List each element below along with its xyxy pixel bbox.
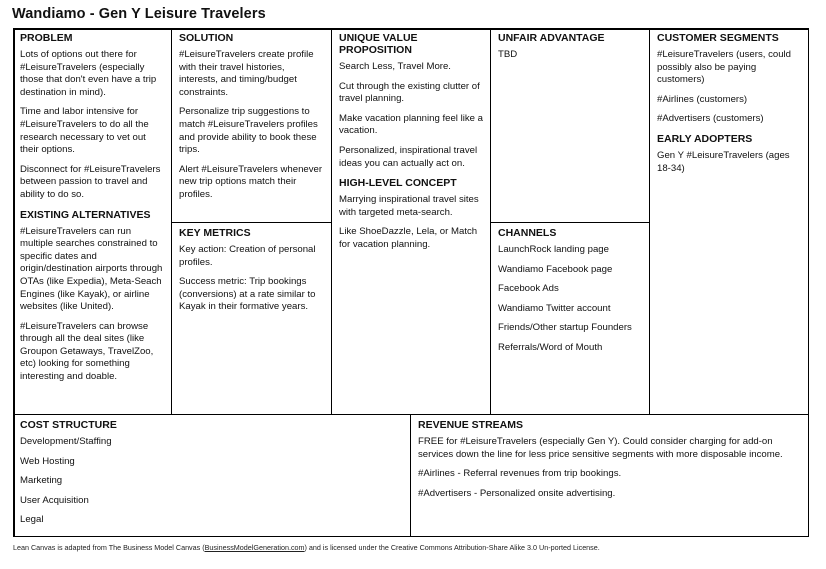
high-level-concept-item: Marrying inspirational travel sites with targeted meta-search. (339, 194, 479, 218)
solution-item: #LeisureTravelers create profile with their travel histories, interests, and timing/budget constraints. (179, 49, 314, 98)
uvp-item: Cut through the existing clutter of travel planning. (339, 80, 480, 105)
cost-structure-item: Marketing (20, 475, 63, 487)
existing-alternatives-item: #LeisureTravelers can browse through all the deal sites (like Groupon Getaways, TravelZoo, etc) looking for something interesting and doable. (20, 320, 154, 383)
channels-item: Wandiamo Facebook page (498, 263, 613, 275)
channels-heading: CHANNELS (498, 227, 557, 239)
footer-text-before: Lean Canvas is adapted from The Business Model Canvas ( (13, 543, 205, 552)
existing-alternatives-heading: EXISTING ALTERNATIVES (20, 208, 151, 221)
cost-structure-heading: COST STRUCTURE (20, 419, 117, 431)
cost-structure-item: Development/Staffing (20, 436, 112, 447)
uvp-heading: UNIQUE VALUE PROPOSITION (339, 32, 418, 56)
customer-segments-item: #LeisureTravelers (users, could possibly also be paying customers) (657, 49, 792, 86)
customer-segments-section (650, 28, 808, 414)
unfair-advantage-heading: UNFAIR ADVANTAGE (498, 32, 605, 44)
footer-text-after: ) and is licensed under the Creative Commons Attribution-Share Alike 3.0 Un-ported License. (304, 543, 600, 552)
uvp-item: Make vacation planning feel like a vacation. (339, 112, 483, 137)
customer-segments-heading: CUSTOMER SEGMENTS (657, 32, 779, 44)
channels-item: LaunchRock landing page (498, 244, 609, 255)
channels-section (491, 223, 649, 414)
revenue-streams-item: FREE for #LeisureTravelers (especially Gen Y). Could consider charging for add-on services down the line for less price sensitive segments with more disposable income. (418, 436, 783, 460)
problem-item: Disconnect for #LeisureTravelers between passion to travel and ability to do so. (20, 163, 161, 200)
early-adopters-heading: EARLY ADOPTERS (657, 132, 753, 145)
customer-segments-item: #Advertisers (customers) (657, 113, 764, 125)
lean-canvas-grid (13, 28, 809, 537)
business-model-generation-link[interactable]: BusinessModelGeneration.com (204, 543, 305, 552)
key-metrics-section (172, 223, 331, 414)
revenue-streams-item: #Airlines - Referral revenues from trip bookings. (418, 468, 622, 480)
channels-item: Friends/Other startup Founders (498, 322, 632, 334)
uvp-item: Search Less, Travel More. (339, 61, 451, 72)
solution-item: Alert #LeisureTravelers whenever new trip options match their profiles. (179, 163, 323, 200)
problem-heading: PROBLEM (20, 32, 73, 44)
high-level-concept-heading: HIGH-LEVEL CONCEPT (339, 177, 457, 190)
problem-item: Time and labor intensive for #LeisureTravelers to do all the research necessary to vet out their options. (20, 106, 149, 156)
revenue-streams-heading: REVENUE STREAMS (418, 419, 524, 431)
customer-segments-item: #Airlines (customers) (657, 93, 748, 105)
uvp-item: Personalized, inspirational travel ideas you can actually act on. (339, 144, 478, 169)
existing-alternatives-item: #LeisureTravelers can run multiple searches constrained to specific dates and origin/destination airports through OTAs (like Expedia), Meta-Seach Engines (like Kayak), or airline websites (like United). (20, 225, 163, 313)
channels-item: Referrals/Word of Mouth (498, 341, 603, 353)
problem-item: Lots of options out there for #LeisureTravelers (especially those that don't even have a trip destination in mind). (20, 49, 157, 98)
cost-structure-item: Web Hosting (20, 455, 75, 467)
solution-heading: SOLUTION (179, 32, 234, 44)
uvp-section (332, 28, 490, 414)
key-metrics-item: Success metric: Trip bookings (conversions) at a rate similar to Kayak in their formative years. (179, 276, 316, 313)
license-footer (13, 543, 600, 552)
solution-item: Personalize trip suggestions to match #LeisureTravelers profiles and provide ability to book these trips. (179, 106, 318, 156)
cost-structure-section (13, 415, 410, 536)
high-level-concept-item: Like ShoeDazzle, Lela, or Match for vacation planning. (339, 226, 478, 250)
problem-section (13, 28, 172, 414)
unfair-advantage-item: TBD (498, 49, 518, 60)
key-metrics-item: Key action: Creation of personal profiles. (179, 244, 316, 268)
unfair-advantage-section (491, 28, 649, 222)
channels-item: Facebook Ads (498, 283, 559, 295)
channels-item: Wandiamo Twitter account (498, 302, 611, 314)
canvas-title: Wandiamo - Gen Y Leisure Travelers (12, 6, 266, 22)
revenue-streams-item: #Advertisers - Personalized onsite advertising. (418, 487, 616, 499)
solution-section (172, 28, 331, 222)
cost-structure-item: User Acquisition (20, 494, 89, 506)
key-metrics-heading: KEY METRICS (179, 227, 251, 239)
revenue-streams-section (411, 415, 808, 536)
cost-structure-item: Legal (20, 514, 44, 526)
early-adopters-item: Gen Y #LeisureTravelers (ages 18-34) (657, 149, 790, 174)
